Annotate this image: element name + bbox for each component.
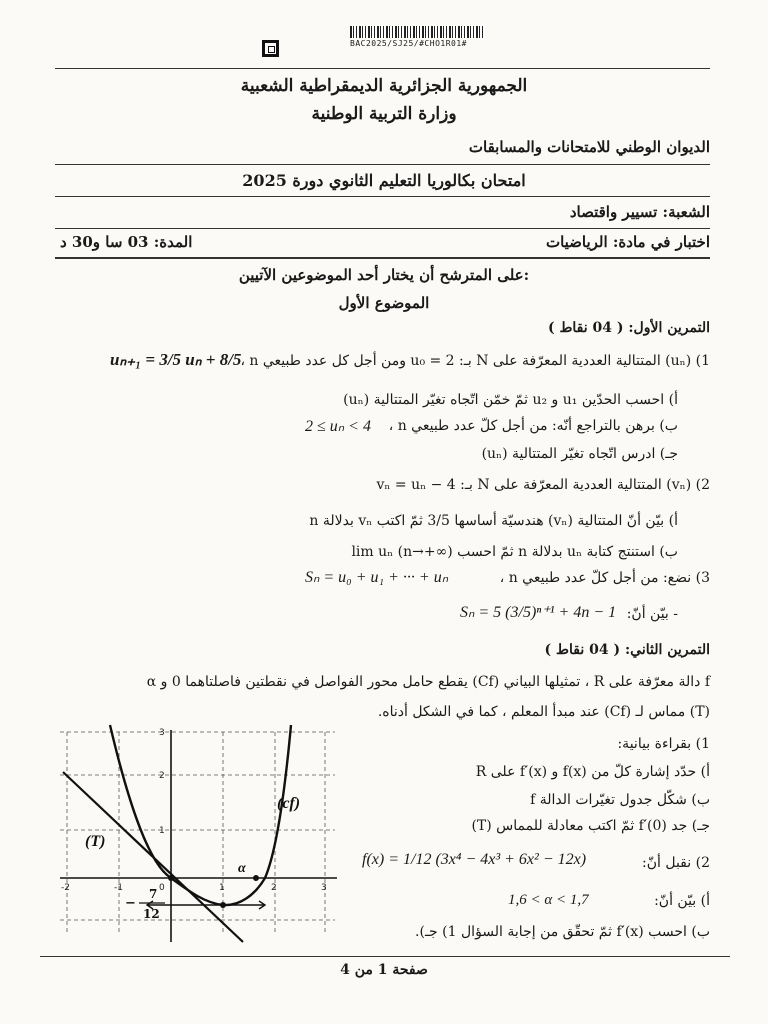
ex1-question-3-show: - بيّن أنّ: — [626, 606, 678, 622]
ex1-question-2: 2) (vₙ) المتتالية العددية المعرّفة على N بـ: vₙ = uₙ − 4 — [376, 477, 710, 493]
alpha-label: α — [238, 861, 246, 876]
x-tick: 2 — [271, 883, 277, 893]
divider — [55, 228, 710, 229]
y-tick: 2 — [159, 771, 165, 781]
exam-title: امتحان بكالوريا التعليم الثانوي دورة 2025 — [242, 171, 526, 190]
function-graph — [55, 720, 345, 945]
ex1-recurrence: uₙ₊₁ = 3/5 uₙ + 8/5 — [110, 350, 242, 369]
curve-label: (cf) — [277, 795, 301, 812]
topic-title: الموضوع الأول — [338, 294, 430, 312]
x-tick: 3 — [321, 883, 327, 893]
min-label-numerator: 7 — [149, 887, 158, 901]
ex1-sum-def: Sₙ = u₀ + u₁ + ··· + uₙ — [305, 569, 449, 586]
origin-point — [168, 875, 174, 881]
ex2-question-1b: ب) شكّل جدول تغيّرات الدالة f — [530, 792, 710, 808]
divider — [55, 257, 710, 259]
x-tick: -2 — [61, 883, 70, 893]
subject-label: اختبار في مادة: الرياضيات — [545, 233, 710, 251]
duration-label: المدة: 03 سا و30 د — [60, 233, 193, 251]
ex1-question-1c: جـ) ادرس اتّجاه تغيّر المتتالية (uₙ) — [481, 446, 678, 462]
divider — [40, 956, 730, 957]
ex1-question-1b: ب) برهن بالتراجع أنّه: من أجل كلّ عدد طبيعي n ، — [388, 418, 678, 434]
divider — [55, 164, 710, 165]
ex1-question-1: 1) (uₙ) المتتالية العددية المعرّفة على N بـ: u₀ = 2 ومن أجل كل عدد طبيعي n ، — [240, 353, 710, 369]
ex2-intro-2: (T) مماس لـ (Cf) عند مبدأ المعلم ، كما في الشكل أدناه. — [377, 704, 710, 720]
exercise-1-title: التمرين الأول: ( 04 نقاط ) — [547, 320, 710, 336]
ex2-question-2a: أ) بيّن أنّ: — [654, 893, 710, 909]
document-code: BAC2025/SJ25/#CHO1R01# — [350, 39, 467, 48]
qr-icon — [262, 40, 279, 57]
min-label-denominator: 12 — [143, 907, 160, 921]
ex2-question-1: 1) بقراءة بيانية: — [617, 736, 710, 752]
ex1-question-2b: ب) استنتج كتابة uₙ بدلالة n ثمّ احسب lim uₙ (n→+∞) — [351, 544, 678, 560]
ex2-question-1a: أ) حدّد إشارة كلّ من f(x) و f′(x) على R — [475, 764, 710, 780]
republic-title: الجمهورية الجزائرية الديمقراطية الشعبية — [240, 76, 528, 96]
barcode — [350, 26, 485, 38]
ex2-question-2: 2) نقبل أنّ: — [642, 855, 710, 871]
ex2-intro-1: f دالة معرّفة على R ، تمثيلها البياني (Cf) يقطع حامل محور الفواصل في نقطتين فاصلتاهما 0 و α — [146, 674, 710, 690]
office-title: الديوان الوطني للامتحانات والمسابقات — [468, 138, 710, 156]
divider — [55, 68, 710, 69]
ex1-question-1a: أ) احسب الحدّين u₁ و u₂ ثمّ خمّن اتّجاه تغيّر المتتالية (uₙ) — [343, 392, 678, 408]
ex1-question-2a: أ) بيّن أنّ المتتالية (vₙ) هندسيّة أساسها 3/5 ثمّ اكتب vₙ بدلالة n — [309, 513, 678, 529]
x-tick: 1 — [219, 883, 225, 893]
tangent-label: (T) — [85, 833, 106, 850]
exercise-2-title: التمرين الثاني: ( 04 نقاط ) — [544, 642, 710, 658]
ex2-function: f(x) = 1/12 (3x⁴ − 4x³ + 6x² − 12x) — [362, 851, 587, 868]
ex1-sum-result: Sₙ = 5 (3/5)ⁿ⁺¹ + 4n − 1 — [460, 604, 617, 621]
stream-label: الشعبة: تسيير واقتصاد — [569, 203, 710, 221]
ex1-bound: 2 ≤ uₙ < 4 — [305, 418, 371, 435]
ex2-alpha-bound: 1,6 < α < 1,7 — [508, 892, 589, 908]
page-footer: صفحة 1 من 4 — [340, 962, 428, 978]
ministry-title: وزارة التربية الوطنية — [311, 104, 457, 124]
instruction: على المترشح أن يختار أحد الموضوعين الآتيين: — [238, 266, 530, 284]
min-label-sign: − — [125, 896, 136, 911]
ex2-question-2b: ب) احسب f′(x) ثمّ تحقّق من إجابة السؤال 1) جـ). — [415, 924, 710, 940]
x-tick: -1 — [114, 883, 123, 893]
y-tick: 1 — [159, 826, 165, 836]
y-tick: 3 — [159, 728, 165, 738]
alpha-point — [253, 875, 259, 881]
x-tick: 0 — [159, 883, 165, 893]
ex1-question-3: 3) نضع: من أجل كلّ عدد طبيعي n ، — [499, 570, 710, 586]
divider — [55, 196, 710, 197]
ex2-question-1c: جـ) جد f′(0) ثمّ اكتب معادلة للمماس (T) — [471, 818, 710, 834]
